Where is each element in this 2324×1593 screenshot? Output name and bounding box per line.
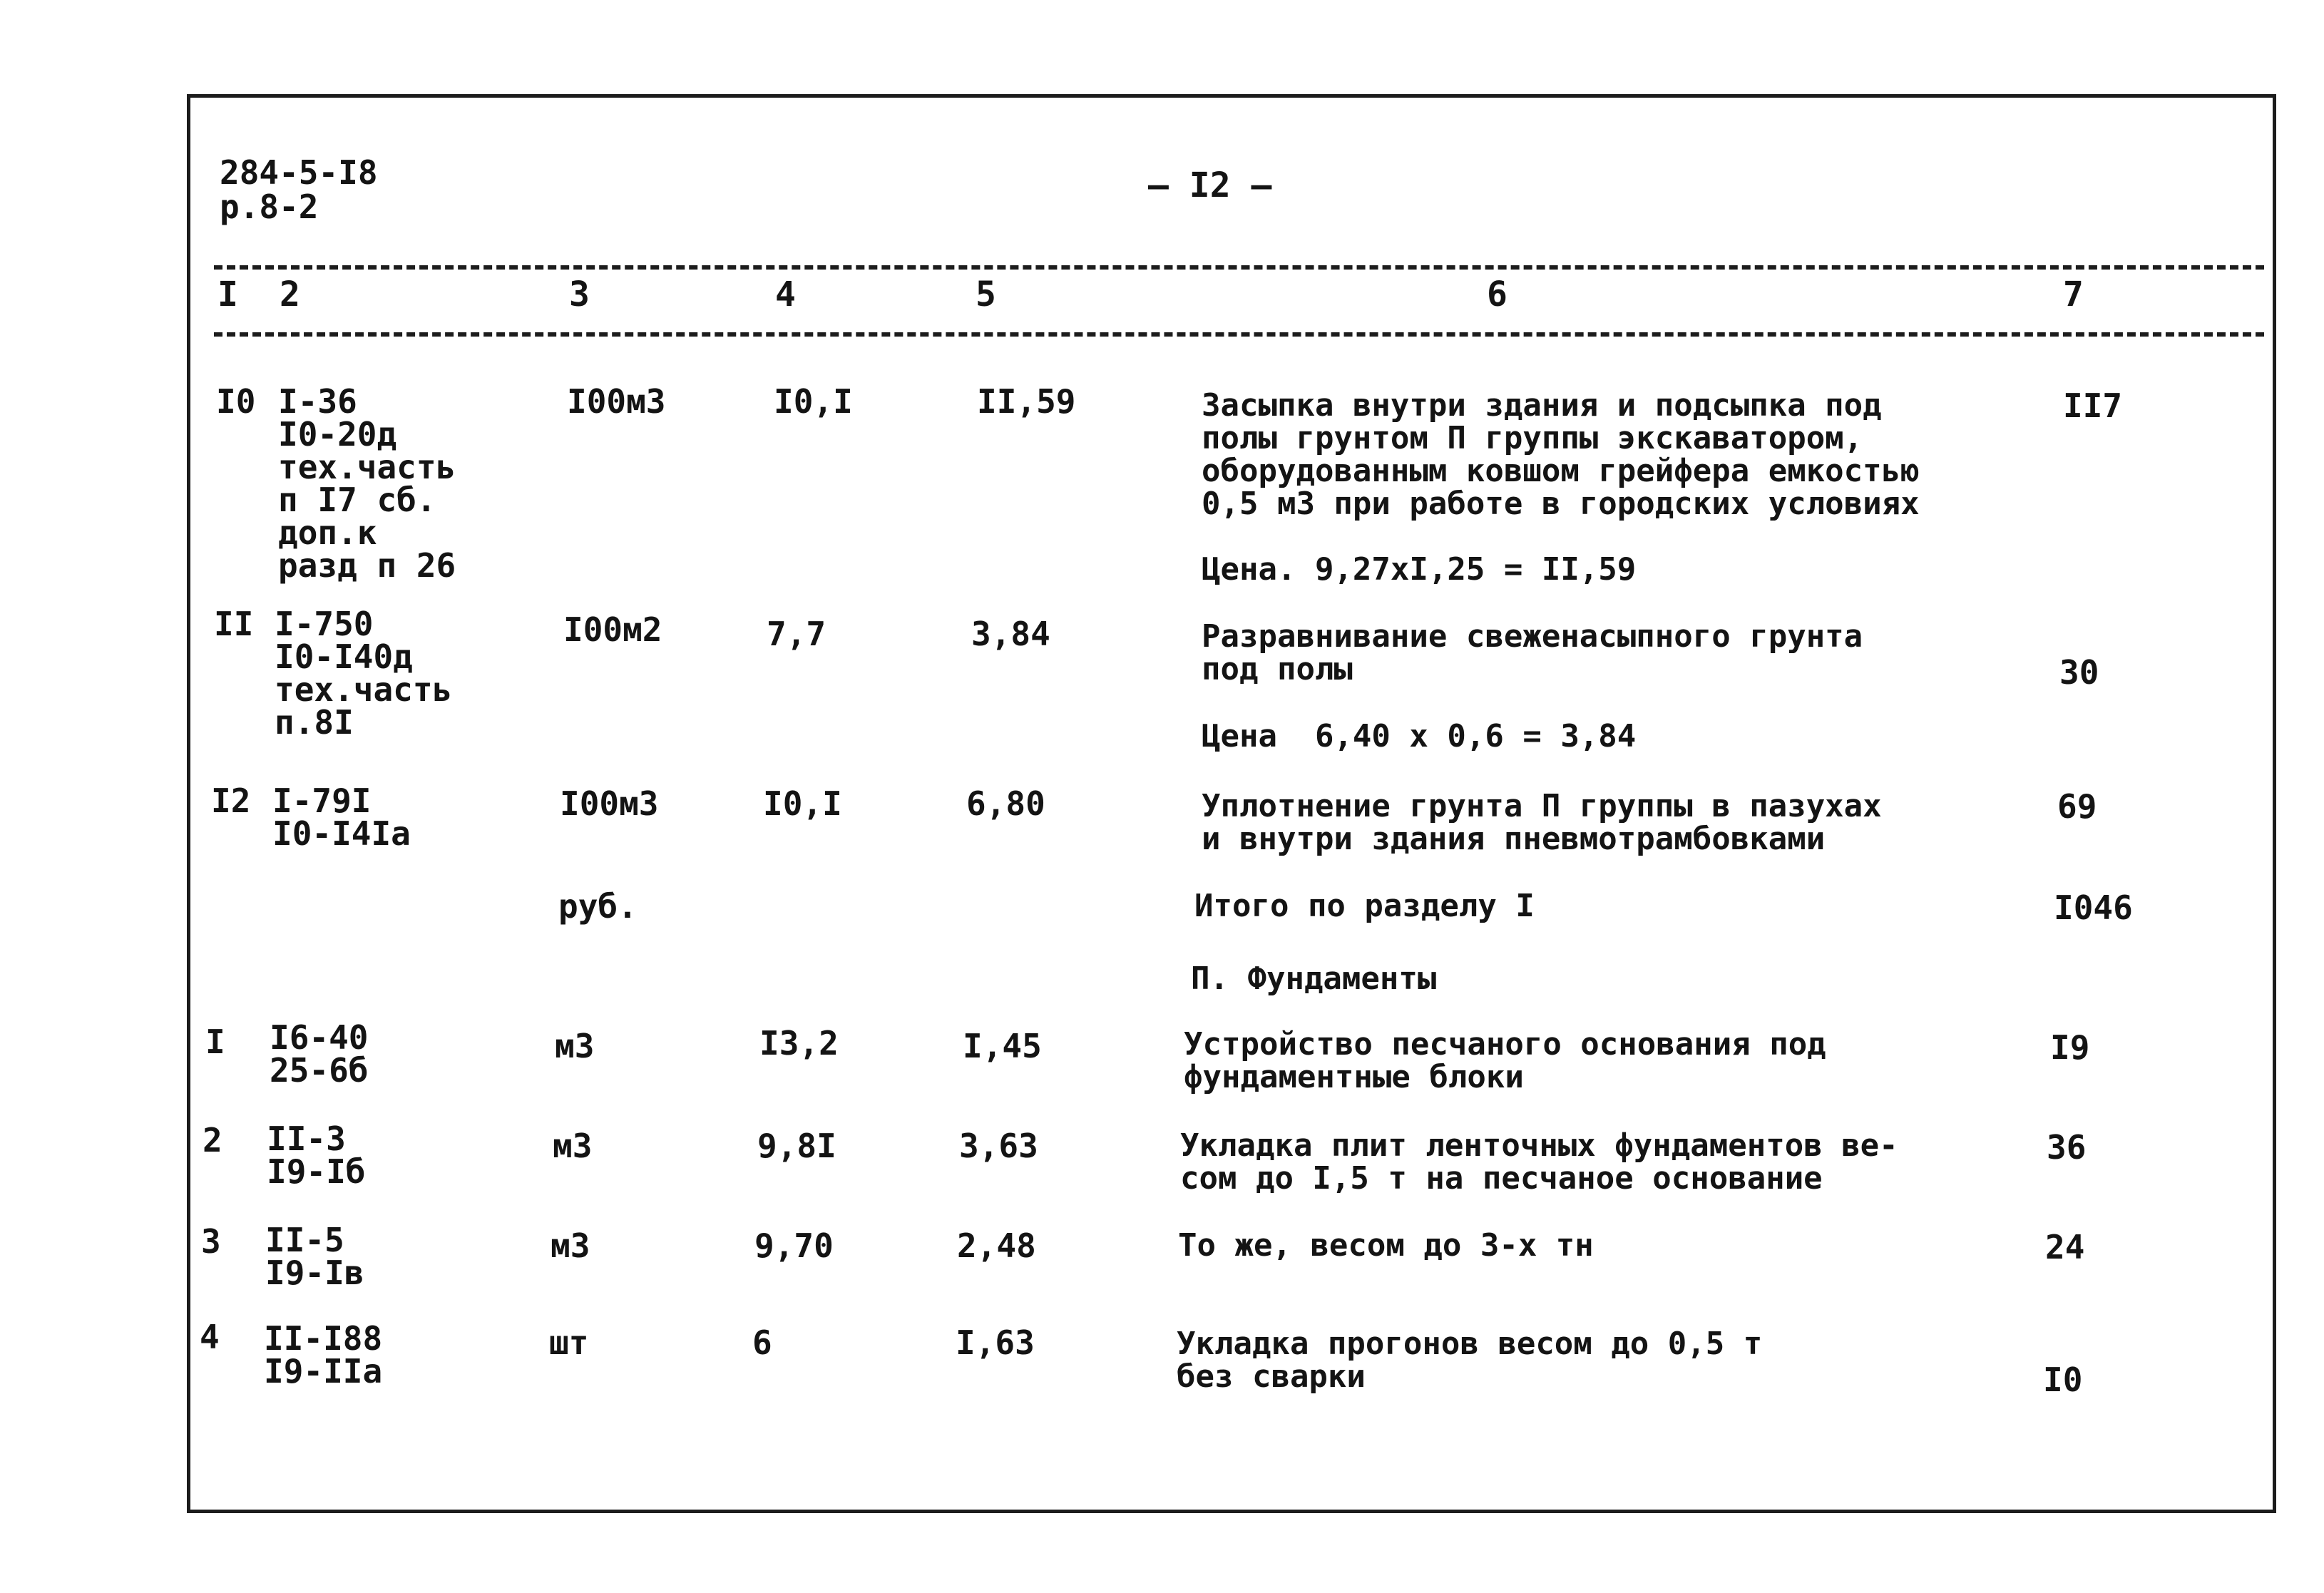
table-row-unit: м3 — [553, 1127, 593, 1165]
table-row-price: I,45 — [963, 1027, 1042, 1065]
table-row-description: Уплотнение грунта П группы в пазухах и внутри здания пневмотрамбовками — [1202, 788, 1882, 857]
column-header-5: 5 — [976, 275, 996, 314]
table-row-num: I — [205, 1023, 225, 1061]
table-row-total: 36 — [2047, 1128, 2087, 1167]
table-row-unit: м3 — [551, 1226, 590, 1265]
subtotal-unit: руб. — [558, 887, 638, 926]
table-row-total: I9 — [2050, 1028, 2090, 1067]
table-row-price: 2,48 — [957, 1226, 1036, 1265]
table-row-description: То же, весом до 3-х тн — [1178, 1227, 1594, 1264]
table-row-description: Укладка прогонов весом до 0,5 т без сварки — [1177, 1326, 1763, 1395]
table-row-unit: шт — [549, 1323, 589, 1362]
table-row-total: I0 — [2043, 1361, 2083, 1399]
column-header-4: 4 — [775, 275, 796, 314]
table-row-qty: 9,70 — [754, 1226, 834, 1265]
table-row-description: Разравнивание свеженасыпного грунта под полы — [1202, 618, 1863, 687]
table-row-unit: I00м3 — [560, 784, 659, 823]
table-row-code: I-36 I0-20д тех.часть п I7 сб. доп.к разд п 26 — [278, 382, 456, 585]
column-header-3: 3 — [569, 275, 590, 314]
table-row-unit: I00м2 — [563, 610, 662, 649]
table-row-qty: 7,7 — [767, 615, 826, 653]
table-row-code: II-I88 I9-IIа — [264, 1319, 383, 1390]
column-header-2: 2 — [280, 275, 300, 314]
table-row-price: I,63 — [956, 1323, 1035, 1362]
table-row-code: I6-40 25-6б — [270, 1018, 369, 1090]
table-row-qty: I0,I — [774, 382, 853, 421]
table-row-qty: I3,2 — [759, 1024, 839, 1062]
table-row-description: Укладка плит ленточных фундаментов ве- сом до I,5 т на песчаное основание — [1180, 1127, 1898, 1197]
table-row-unit: м3 — [555, 1027, 595, 1065]
table-row-code: I-750 I0-I40д тех.часть п.8I — [275, 605, 453, 742]
table-row-price: II,59 — [977, 382, 1076, 421]
document-code: 284-5-I8 р.8-2 — [220, 153, 378, 226]
table-row-num: 2 — [203, 1121, 222, 1159]
table-row-price: 3,63 — [959, 1127, 1038, 1165]
table-row-num: II — [214, 605, 254, 643]
table-row-code: II-5 I9-Iв — [265, 1221, 364, 1292]
table-row-price: 6,80 — [966, 784, 1045, 823]
column-header-1: I — [217, 275, 238, 314]
column-header-6: 6 — [1487, 275, 1507, 314]
header-top-rule — [214, 265, 2264, 270]
table-row-description: Устройство песчаного основания под фундаментные блоки — [1184, 1026, 1826, 1095]
table-row-num: I0 — [216, 382, 256, 421]
table-row-qty: 6 — [752, 1323, 772, 1362]
table-row-total: 69 — [2057, 787, 2097, 826]
table-row-unit: I00м3 — [567, 382, 666, 421]
table-row-code: I-79I I0-I4Iа — [272, 782, 411, 853]
table-row-num: 4 — [200, 1318, 220, 1356]
table-row-price: 3,84 — [971, 615, 1050, 653]
table-row-price-note: Цена 6,40 х 0,6 = 3,84 — [1202, 718, 1637, 754]
header-bottom-rule — [214, 332, 2264, 337]
table-row-code: II-3 I9-Iб — [267, 1120, 366, 1191]
table-row-price-note: Цена. 9,27хI,25 = II,59 — [1202, 551, 1637, 588]
table-row-description: Засыпка внутри здания и подсыпка под полы грунтом П группы экскаватором, оборудованным ковшом грейфера емкостью 0,5 м3 при работе в городских условиях — [1202, 387, 1920, 522]
table-row-total: II7 — [2063, 386, 2123, 425]
table-row-num: I2 — [211, 782, 251, 820]
subtotal-total: I046 — [2054, 888, 2133, 927]
page-number: — I2 — — [1148, 165, 1272, 205]
table-row-num: 3 — [201, 1222, 221, 1261]
table-row-total: 24 — [2045, 1228, 2085, 1266]
table-row-total: 30 — [2059, 653, 2099, 692]
table-row-qty: I0,I — [763, 784, 842, 823]
section-title: П. Фундаменты — [1191, 961, 1437, 997]
subtotal-label: Итого по разделу I — [1194, 888, 1535, 924]
table-row-qty: 9,8I — [757, 1127, 836, 1165]
column-header-7: 7 — [2063, 275, 2084, 314]
